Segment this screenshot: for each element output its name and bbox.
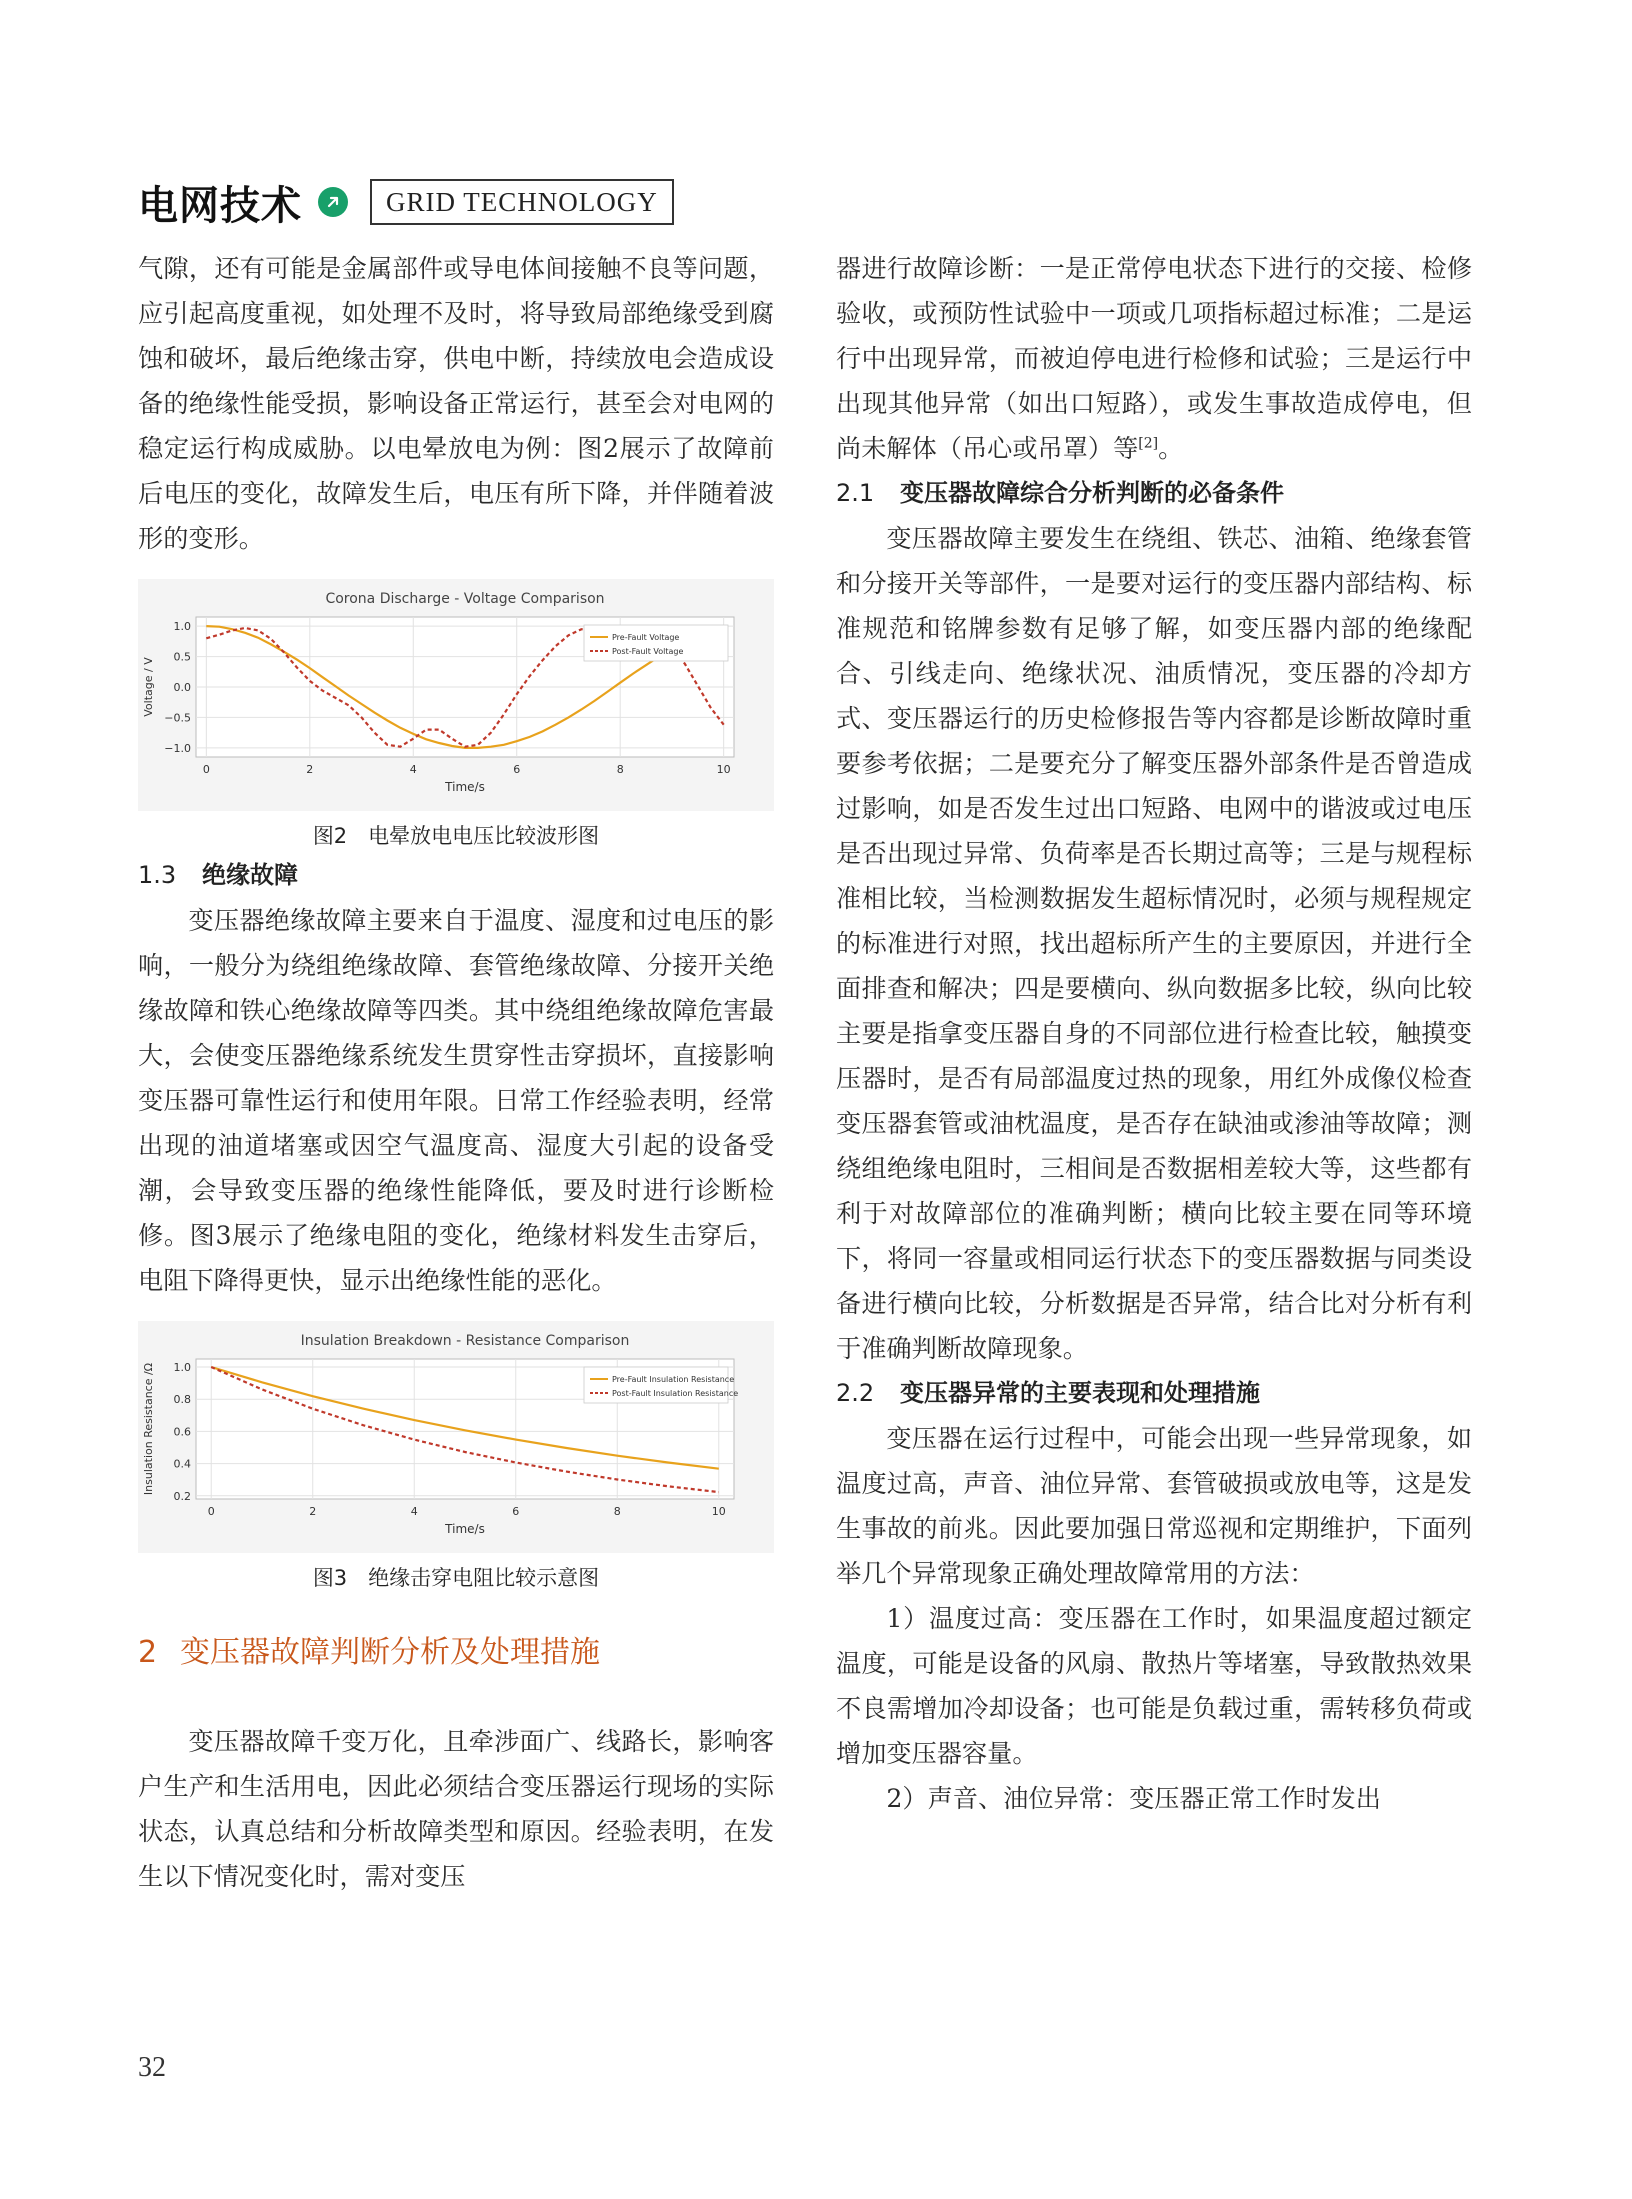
y-tick-label: −0.5 [164, 711, 191, 725]
y-tick-label: 0.4 [173, 1457, 191, 1471]
y-tick-label: 1.0 [173, 620, 191, 634]
section-heading [138, 853, 774, 898]
y-axis-label: Voltage / V [142, 657, 155, 717]
chart-title: Corona Discharge - Voltage Comparison [325, 591, 605, 607]
section-number: 1.3 [138, 861, 177, 889]
section-title: 变压器异常的主要表现和处理措施 [900, 1379, 1260, 1407]
journal-title: 电网技术 [138, 182, 302, 229]
paragraph: 1）温度过高：变压器在工作时，如果温度超过额定温度，可能是设备的风扇、散热片等堵塞，导致散热效果不良需增加冷却设备；也可能是负载过重，需转移负荷或增加变压器容量。 [836, 1604, 1472, 1768]
section-heading [138, 1631, 774, 1675]
journal-header [138, 172, 674, 232]
paragraph: 变压器故障千变万化，且牵涉面广、线路长，影响客户生产和生活用电，因此必须结合变压器运行现场的实际状态，认真总结和分析故障类型和原因。经验表明，在发生以下情况变化时，需对变压 [138, 1727, 774, 1891]
y-tick-label: 0.0 [173, 681, 191, 694]
paragraph: 变压器绝缘故障主要来自于温度、湿度和过电压的影响，一般分为绕组绝缘故障、套管绝缘故障、分接开关绝缘故障和铁心绝缘故障等四类。其中绕组绝缘故障危害最大，会使变压器绝缘系统发生贯穿性击穿损坏，直接影响变压器可靠性运行和使用年限。日常工作经验表明，经常出现的油道堵塞或因空气温度高、湿度大引起的设备受潮，会导致变压器的绝缘性能降低，要及时进行诊断检修。图3展示了绝缘电阻的变化，绝缘材料发生击穿后，电阻下降得更快，显示出绝缘性能的恶化。 [138, 906, 774, 1295]
page-number: 32 [138, 2052, 166, 2083]
x-tick-label: 2 [309, 1505, 317, 1518]
section-title: 变压器故障综合分析判断的必备条件 [900, 479, 1284, 507]
section-number: 2.1 [836, 479, 875, 507]
figure-caption: 图2 电晕放电电压比较波形图 [312, 824, 600, 848]
x-tick-label: 4 [410, 1505, 418, 1518]
resistance-comparison-chart [138, 1321, 774, 1553]
paragraph: 变压器在运行过程中，可能会出现一些异常现象，如温度过高，声音、油位异常、套管破损或放电等，这是发生事故的前兆。因此要加强日常巡视和定期维护，下面列举几个异常现象正确处理故障常用的方法： [836, 1424, 1472, 1588]
x-tick-label: 0 [207, 1505, 215, 1518]
x-tick-label: 2 [306, 763, 314, 776]
voltage-comparison-chart [138, 579, 774, 811]
journal-title-en: GRID TECHNOLOGY [370, 179, 674, 225]
paragraph: 变压器故障主要发生在绕组、铁芯、油箱、绝缘套管和分接开关等部件，一是要对运行的变压器内部结构、标准规范和铭牌参数有足够了解，如变压器内部的绝缘配合、引线走向、绝缘状况、油质情况，变压器的冷却方式、变压器运行的历史检修报告等内容都是诊断故障时重要参考依据；二是要充分了解变压器外部条件是否曾造成过影响，如是否发生过出口短路、电网中的谐波或过电压是否出现过异常、负荷率是否长期过高等；三是与规程标准相比较，当检测数据发生超标情况时，必须与规程规定的标准进行对照，找出超标所产生的主要原因，并进行全面排查和解决；四是要横向、纵向数据多比较，纵向比较主要是指拿变压器自身的不同部位进行检查比较，触摸变压器时，是否有局部温度过热的现象，用红外成像仪检查变压器套管或油枕温度，是否存在缺油或渗油等故障；测绕组绝缘电阻时，三相间是否数据相差较大等，这些都有利于对故障部位的准确判断；横向比较主要在同等环境下，将同一容量或相同运行状态下的变压器数据与同类设备进行横向比较，分析数据是否异常，结合比对分析有利于准确判断故障现象。 [836, 524, 1472, 1363]
x-axis-label: Time/s [445, 1522, 485, 1536]
y-tick-label: 0.8 [173, 1393, 191, 1407]
figure-caption: 图3 绝缘击穿电阻比较示意图 [312, 1566, 600, 1590]
paragraph-text: 。 [1158, 434, 1184, 463]
x-axis-label: Time/s [445, 780, 485, 794]
chart-title: Insulation Breakdown - Resistance Comparison [300, 1333, 630, 1349]
section-title: 绝缘故障 [202, 861, 298, 889]
x-tick-label: 8 [616, 763, 624, 776]
section-heading [836, 1371, 1472, 1416]
section-number: 2.2 [836, 1379, 875, 1407]
legend-label: Pre-Fault Insulation Resistance [612, 1375, 735, 1384]
section-heading [836, 471, 1472, 516]
x-tick-label: 10 [716, 763, 731, 776]
x-tick-label: 10 [711, 1505, 726, 1518]
paragraph-text: 器进行故障诊断：一是正常停电状态下进行的交接、检修验收，或预防性试验中一项或几项指标超过标准；二是运行中出现异常，而被迫停电进行检修和试验；三是运行中出现其他异常（如出口短路），或发生事故造成停电，但尚未解体（吊心或吊罩）等 [836, 254, 1472, 463]
x-tick-label: 0 [202, 763, 210, 776]
section-title: 变压器故障判断分析及处理措施 [180, 1635, 600, 1670]
arrow-up-right-icon [318, 187, 348, 217]
x-tick-label: 8 [613, 1505, 621, 1518]
paragraph: 气隙，还有可能是金属部件或导电体间接触不良等问题，应引起高度重视，如处理不及时，将导致局部绝缘受到腐蚀和破坏，最后绝缘击穿，供电中断，持续放电会造成设备的绝缘性能受损，影响设备正常运行，甚至会对电网的稳定运行构成威胁。以电晕放电为例：图2展示了故障前后电压的变化，故障发生后，电压有所下降，并伴随着波形的变形。 [138, 254, 774, 553]
citation: [2] [1138, 435, 1159, 452]
figure-3 [138, 1321, 774, 1595]
x-tick-label: 6 [512, 1505, 520, 1518]
paragraph: 2）声音、油位异常：变压器正常工作时发出 [886, 1784, 1381, 1813]
section-number: 2 [138, 1635, 158, 1670]
legend-label: Post-Fault Insulation Resistance [612, 1389, 739, 1398]
figure-2 [138, 579, 774, 853]
right-column [836, 246, 1472, 1821]
left-column [138, 246, 774, 1899]
legend-label: Pre-Fault Voltage [612, 633, 680, 642]
y-tick-label: −1.0 [164, 741, 191, 755]
legend-label: Post-Fault Voltage [612, 647, 684, 656]
x-tick-label: 4 [409, 763, 417, 776]
y-tick-label: 0.2 [173, 1489, 191, 1503]
y-tick-label: 0.6 [173, 1425, 191, 1439]
y-tick-label: 0.5 [173, 650, 191, 664]
y-axis-label: Insulation Resistance /Ω [142, 1362, 155, 1496]
y-tick-label: 1.0 [173, 1361, 191, 1375]
paragraph [836, 246, 1472, 471]
x-tick-label: 6 [513, 763, 521, 776]
